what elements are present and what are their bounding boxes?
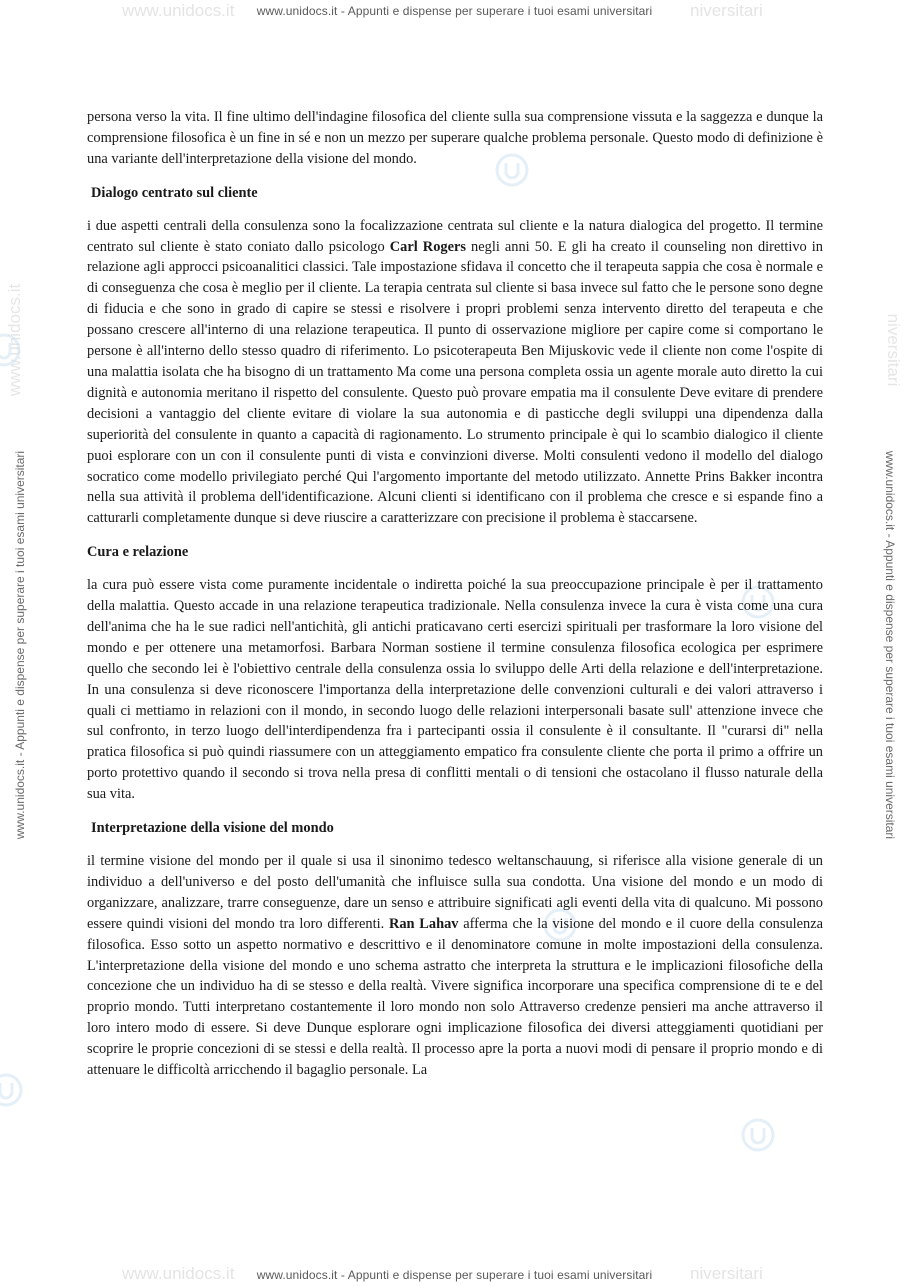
section-paragraph-dialogo	[87, 216, 823, 530]
paragraph-text: il termine visione del mondo per il quale si usa il sinonimo tedesco weltanschauung, si riferisce alla visione generale di un individuo a dell'universo e del posto dell'umanità che influisce sulla sua condotta. Una visione del mondo e un modo di organizzare, analizzare, trarre conseguenze, dare un senso e attribuire significati agli eventi della vita di qualcuno. Mi possono essere quindi visioni del mondo tra loro differenti.	[87, 853, 823, 932]
unidocs-logo-icon	[0, 1070, 26, 1110]
intro-paragraph: persona verso la vita. Il fine ultimo dell'indagine filosofica del cliente sulla sua comprensione vissuta e la saggezza e dunque la comprensione filosofica è un fine in sé e non un mezzo per superare qualche problema personale. Questo modo di definizione è una variante dell'interpretazione della visione del mondo.	[87, 109, 823, 167]
section-heading-dialogo: Dialogo centrato sul cliente	[91, 184, 258, 201]
paragraph-text: negli anni 50. E gli ha creato il counseling non direttivo in relazione agli approcci psicoanalitici classici. Tale impostazione sfidava il concetto che il terapeuta sappia che cosa è normale e di conseguenza che cosa è meglio per il cliente. La terapia centrata sul cliente si basa invece sul fatto che le persone sono degne di fiducia e che sono in grado di capire se stessi e risolvere i propri problemi senza intervento diretto del terapeuta e che possano crescere all'interno di una relazione terapeutica. Il punto di osservazione migliore per capire come si comportano le persone è all'interno dello stesso quadro di riferimento. Lo psicoterapeuta Ben Mijuskovic vede il cliente non come l'ospite di una malattia isolata che ha bisogno di un trattamento Ma come una persona completa ossia un agente morale auto diretto la cui dignità e autonomia meritano il rispetto del consulente. Questo può provare empatia ma il consulente Deve evitare di prendere decisioni a vantaggio del cliente evitare di violare la sua autonomia e di pasticche degli sviluppi una dipendenza dalla superiorità del consulente in quanto a capacità di ragionamento. Lo strumento principale è qui lo scambio dialogico il cliente puoi esplorare con un con il consulente punti di vista e convinzioni diverse. Molti consulenti vedono il modello del dialogo socratico come modello privilegiato perché Qui l'argomento importante del metodo utilizzato. Annette Prins Bakker incontra nella sua attività il problema dell'identificazione. Alcuni clienti si identificano con il problema che cresce e si espande fino a catturarli completamente dunque si deve riuscire a caratterizzare con precisione il problema è staccarsene.	[87, 238, 823, 527]
section-paragraph-interpretazione	[87, 851, 823, 1081]
ghost-watermark-top-right: niversitari	[690, 1, 763, 20]
watermark-side-right: www.unidocs.it - Appunti e dispense per superare i tuoi esami universitari	[883, 450, 897, 840]
section-heading-cura: Cura e relazione	[87, 544, 189, 561]
unidocs-logo-icon	[0, 330, 24, 370]
ghost-watermark-bottom-left: www.unidocs.it	[122, 1264, 235, 1283]
ghost-watermark-side-right: niversitari	[884, 313, 903, 387]
bold-name-carl-rogers: Carl Rogers	[389, 238, 466, 255]
bold-name-ran-lahav: Ran Lahav	[388, 915, 459, 932]
paragraph-text: afferma che la visione del mondo e il cuore della consulenza filosofica. Esso sotto un aspetto normativo e descrittivo e il denominatore comune in molte impostazioni della consulenza. L'interpretazione della visione del mondo e uno schema astratto che interpreta la struttura e le implicazioni filosofiche della concezione che un individuo ha di se stesso e della realtà. Vivere significa incorporare una specifica comprensione di te e del proprio mondo. Tutti interpretano costantemente il loro mondo non solo Attraverso credenze pensieri ma anche attraverso il loro intero modo di essere. Si deve Dunque esplorare ogni implicazione filosofica dei diversi atteggiamenti quotidiani per scoprire le proprie concezioni di se stessi e della realtà. Il processo apre la porta a nuovi modi di pensare il proprio mondo e di attenuare le difficoltà arricchendo il bagaglio personale. La	[87, 915, 823, 1079]
section-paragraph-cura: la cura può essere vista come puramente incidentale o indiretta poiché la sua preoccupazione principale è per il trattamento della malattia. Questo accade in una relazione terapeutica tradizionale. Nella consulenza invece la cura è vista come una cura dell'anima che ha le sue radici nell'antichità, gli antichi praticavano certi esercizi spirituali per trasformare la loro visione del mondo e per ottenere una metamorfosi. Barbara Norman sostiene il termine consulenza filosofica ecologica per esprimere quello che secondo lei è l'obiettivo centrale della consulenza ossia lo sviluppo delle Arti della relazione e dell'interpretazione. In una consulenza si deve riconoscere l'importanza della interpretazione delle convenzioni culturali e dei valori attraverso i quali ci mettiamo in relazioni con il mondo, in secondo luogo delle relazioni interpersonali basate sull' attenzione invece che sul confronto, in terzo luogo dell'interdipendenza fra i partecipanti ossia il consulente è il consultante. Il "curarsi di" nella pratica filosofica si può quindi riassumere con un atteggiamento empatico fra consulente cliente che porta il primo a offrire un porto protettivo quando il secondo si trova nella presa di conflitti mentali o di tensioni che ostacolano il flusso naturale della sua vita.	[87, 577, 823, 803]
watermark-banner-bottom: www.unidocs.it - Appunti e dispense per superare i tuoi esami universitari	[256, 1268, 653, 1282]
ghost-watermark-bottom-right: niversitari	[690, 1264, 763, 1283]
unidocs-logo-icon	[738, 1115, 778, 1155]
paragraph-text: i due aspetti centrali della consulenza sono la focalizzazione centrata sul cliente e la natura dialogica del progetto. Il termine centrato sul cliente è stato coniato dallo psicologo	[87, 217, 823, 255]
watermark-banner-top: www.unidocs.it - Appunti e dispense per superare i tuoi esami universitari	[256, 4, 653, 18]
ghost-watermark-top-left: www.unidocs.it	[122, 1, 235, 20]
ghost-watermark-side-left: www.unidocs.it	[5, 283, 24, 397]
document-body	[87, 107, 823, 1081]
watermark-side-left: www.unidocs.it - Appunti e dispense per superare i tuoi esami universitari	[13, 450, 27, 840]
section-heading-interpretazione: Interpretazione della visione del mondo	[91, 820, 334, 837]
